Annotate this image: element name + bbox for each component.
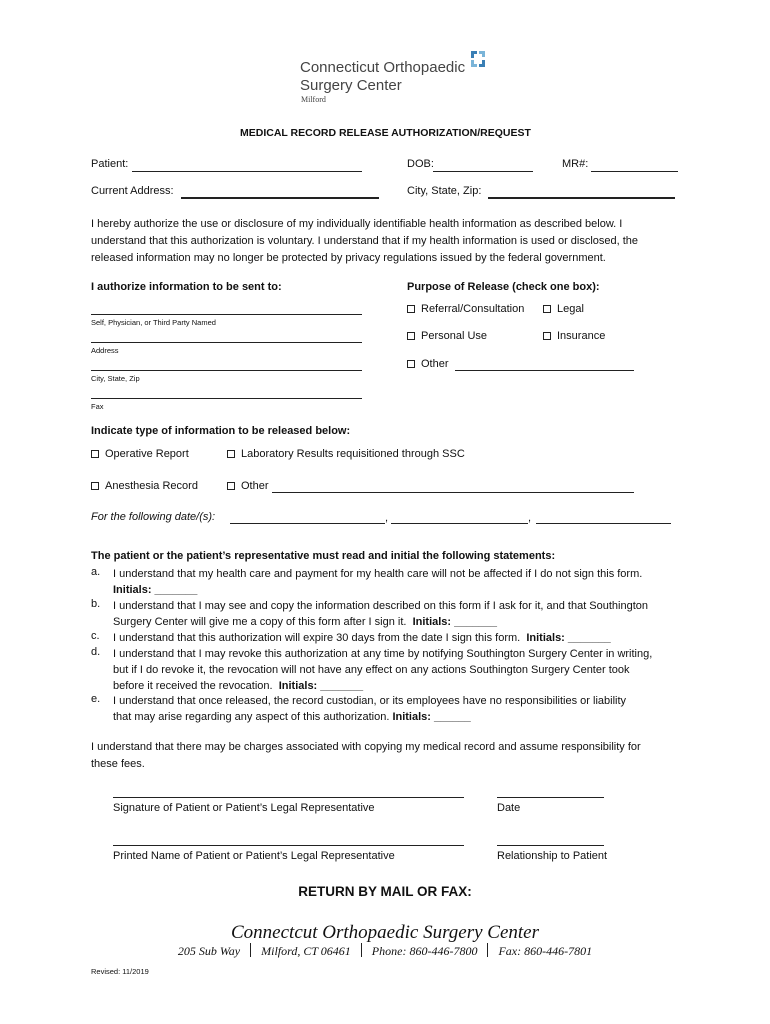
- statement-line: I understand that I may revoke this authorization at any time by notifying Southington Surgery Center in writing,: [113, 648, 653, 660]
- option-label: Laboratory Results requisitioned through SSC: [241, 448, 465, 460]
- initials-field[interactable]: Initials: _______: [412, 616, 497, 628]
- info-anesthesia-option[interactable]: [91, 480, 198, 492]
- separator: [361, 943, 362, 957]
- logo-mark-icon: [469, 49, 487, 69]
- logo-name-line2: Surgery Center: [300, 77, 402, 94]
- mr-label: MR#:: [562, 158, 589, 170]
- initials-field[interactable]: Initials: _______: [526, 632, 611, 644]
- statement-c-letter: c.: [91, 630, 100, 642]
- info-type-heading: Indicate type of information to be released below:: [91, 425, 351, 437]
- date-signed-label: Date: [497, 802, 521, 814]
- purpose-insurance-option[interactable]: [543, 330, 605, 342]
- footer-org-name: Connectcut Orthopaedic Surgery Center: [231, 922, 539, 943]
- date-separator: ,: [528, 512, 532, 524]
- option-label: Legal: [557, 303, 584, 315]
- checkbox[interactable]: [91, 450, 99, 458]
- footer-city: Milford, CT 06461: [261, 944, 351, 958]
- relationship-label: Relationship to Patient: [497, 850, 608, 862]
- city-state-zip-label: City, State, Zip:: [407, 185, 482, 197]
- statement-line: that may arise regarding any aspect of this authorization.: [113, 711, 390, 723]
- statement-line: I understand that once released, the record custodian, or its employees have no responsibilities or liability: [113, 695, 627, 707]
- patient-name-field[interactable]: [132, 171, 362, 172]
- recipient-fax-field[interactable]: [91, 398, 362, 399]
- intro-line: I hereby authorize the use or disclosure of my individually identifiable health information as described below. I: [91, 218, 623, 230]
- recipient-name-caption: Self, Physician, or Third Party Named: [91, 318, 216, 327]
- printed-name-label: Printed Name of Patient or Patient’s Legal Representative: [113, 850, 395, 862]
- logo-location: Milford: [301, 95, 326, 104]
- checkbox[interactable]: [407, 305, 415, 313]
- checkbox[interactable]: [227, 450, 235, 458]
- authorization-intro: [91, 216, 638, 267]
- statement-line: Surgery Center will give me a copy of this form after I sign it.: [113, 616, 407, 628]
- purpose-other-field[interactable]: [455, 370, 634, 371]
- purpose-personal-option[interactable]: [407, 330, 487, 342]
- statement-d-letter: d.: [91, 646, 101, 658]
- dob-label: DOB:: [407, 158, 434, 170]
- signature-label: Signature of Patient or Patient’s Legal Representative: [113, 802, 375, 814]
- current-address-label: Current Address:: [91, 185, 174, 197]
- separator: [250, 943, 251, 957]
- footer-street: 205 Sub Way: [177, 944, 241, 958]
- charges-statement: [91, 739, 641, 773]
- recipient-fax-caption: Fax: [91, 402, 104, 411]
- checkbox[interactable]: [407, 360, 415, 368]
- initials-field[interactable]: Initials: ______: [392, 711, 471, 723]
- statement-line: I understand that my health care and payment for my health care will not be affected if I do not sign this form.: [113, 568, 643, 580]
- statement-line: before it received the revocation.: [113, 680, 273, 692]
- date-field-3[interactable]: [536, 523, 671, 524]
- checkbox[interactable]: [91, 482, 99, 490]
- purpose-heading: Purpose of Release (check one box):: [407, 281, 600, 293]
- recipient-city-caption: City, State, Zip: [91, 374, 140, 383]
- recipient-name-field[interactable]: [91, 314, 362, 315]
- return-heading: RETURN BY MAIL OR FAX:: [298, 884, 472, 899]
- statement-line: but if I do revoke it, the revocation will not have any effect on any actions Southington Surgery Center took: [113, 664, 630, 676]
- recipient-city-field[interactable]: [91, 370, 362, 371]
- checkbox[interactable]: [543, 305, 551, 313]
- checkbox[interactable]: [227, 482, 235, 490]
- checkbox[interactable]: [543, 332, 551, 340]
- info-other-field[interactable]: [272, 492, 634, 493]
- charges-line: these fees.: [91, 758, 145, 770]
- patient-label: Patient:: [91, 158, 129, 170]
- recipient-address-field[interactable]: [91, 342, 362, 343]
- date-separator: ,: [385, 512, 389, 524]
- form-title: MEDICAL RECORD RELEASE AUTHORIZATION/REQUEST: [240, 127, 531, 139]
- checkbox[interactable]: [407, 332, 415, 340]
- separator: [487, 943, 488, 957]
- footer-address: [0, 943, 770, 959]
- purpose-other-option[interactable]: [407, 358, 449, 370]
- statement-b-letter: b.: [91, 598, 101, 610]
- printed-name-field[interactable]: [113, 845, 464, 846]
- statement-d: [113, 646, 693, 694]
- date-signed-field[interactable]: [497, 797, 604, 798]
- option-label: Anesthesia Record: [105, 480, 198, 492]
- option-label: Insurance: [557, 330, 606, 342]
- city-state-zip-field[interactable]: [488, 197, 675, 199]
- footer-phone: Phone: 860-446-7800: [371, 944, 478, 958]
- date-field-1[interactable]: [230, 523, 385, 524]
- dates-label: For the following date/(s):: [91, 511, 216, 523]
- footer-fax: Fax: 860-446-7801: [498, 944, 593, 958]
- intro-line: understand that this authorization is voluntary. I understand that if my health information is used or disclosed, the: [91, 235, 639, 247]
- statement-b: [113, 598, 693, 630]
- info-other-option[interactable]: [227, 480, 269, 492]
- statement-e: [113, 693, 693, 725]
- purpose-legal-option[interactable]: [543, 303, 584, 315]
- option-label: Other: [421, 358, 449, 370]
- statements-heading: The patient or the patient’s representative must read and initial the following statements:: [91, 550, 556, 562]
- recipient-address-caption: Address: [91, 346, 119, 355]
- current-address-field[interactable]: [181, 197, 379, 199]
- statement-a: [113, 566, 693, 598]
- relationship-field[interactable]: [497, 845, 604, 846]
- statement-e-letter: e.: [91, 693, 101, 705]
- signature-field[interactable]: [113, 797, 464, 798]
- option-label: Personal Use: [421, 330, 488, 342]
- charges-line: I understand that there may be charges associated with copying my medical record and assume responsibility for: [91, 741, 641, 753]
- option-label: Referral/Consultation: [421, 303, 525, 315]
- logo-name-line1: Connecticut Orthopaedic: [300, 59, 466, 76]
- initials-field[interactable]: Initials: _______: [278, 680, 364, 692]
- statement-line: I understand that I may see and copy the information described on this form if I ask for it, and that Southington: [113, 600, 649, 612]
- mr-number-field[interactable]: [591, 171, 678, 172]
- dob-field[interactable]: [433, 171, 533, 172]
- info-laboratory-option[interactable]: [227, 448, 465, 460]
- intro-line: released information may no longer be protected by privacy regulations issued by the federal government.: [91, 252, 606, 264]
- statement-a-letter: a.: [91, 566, 101, 578]
- date-field-2[interactable]: [391, 523, 528, 524]
- info-operative-option[interactable]: [91, 448, 189, 460]
- send-to-heading: I authorize information to be sent to:: [91, 281, 282, 293]
- revision-date: Revised: 11/2019: [91, 967, 149, 976]
- purpose-referral-option[interactable]: [407, 303, 524, 315]
- statement-c: [113, 630, 693, 646]
- option-label: Other: [241, 480, 269, 492]
- statement-line: I understand that this authorization will expire 30 days from the date I sign this form.: [113, 632, 521, 644]
- initials-field[interactable]: Initials: _______: [113, 584, 198, 596]
- option-label: Operative Report: [105, 448, 189, 460]
